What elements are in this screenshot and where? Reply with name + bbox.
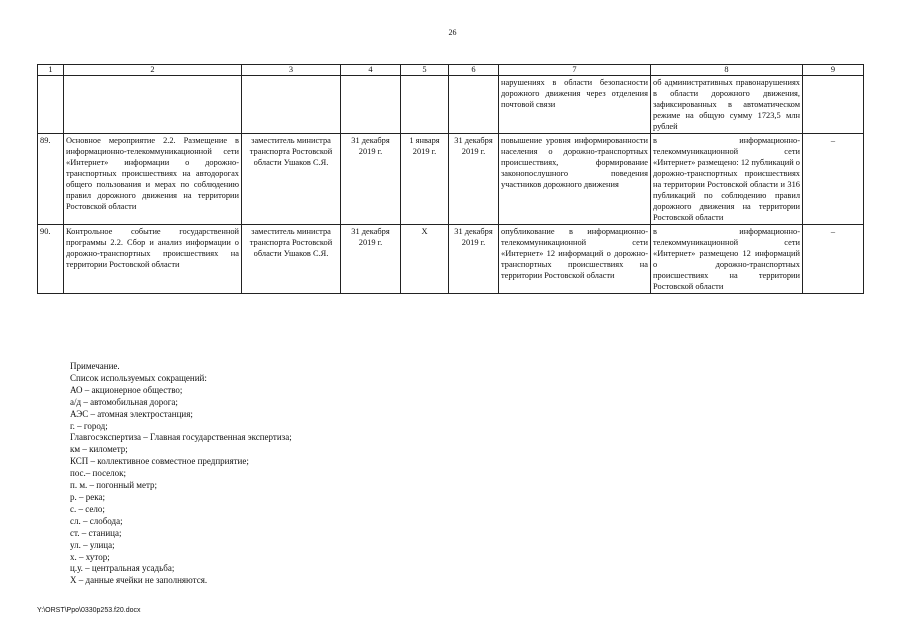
abbreviation-item: пос.– поселок; <box>70 468 127 479</box>
abbreviations-notes <box>70 361 292 587</box>
row-number: 89. <box>38 134 64 225</box>
start-date-cell: 31 декабря 2019 г. <box>341 225 401 294</box>
page-number: 26 <box>448 28 457 37</box>
deadline-cell: 31 декабря 2019 г. <box>449 225 499 294</box>
deadline-cell: 31 декабря 2019 г. <box>449 134 499 225</box>
abbreviation-item: ул. – улица; <box>70 539 115 550</box>
row-number <box>38 76 64 134</box>
note-cell: – <box>803 134 864 225</box>
notes-title: Примечание. <box>70 361 120 371</box>
abbreviation-item: ц.у. – центральная усадьба; <box>70 563 175 574</box>
actual-result-cell: в информационно-телекоммуникационной сети «Интернет» размещено 12 информаций о дорожно-транспортных происшествиях на территории Ростовской области <box>651 225 803 294</box>
abbreviation-item: сл. – слобода; <box>70 515 123 526</box>
deadline-cell <box>449 76 499 134</box>
column-header: 3 <box>242 65 341 76</box>
abbreviation-item: АЭС – атомная электростанция; <box>70 408 193 419</box>
responsible-cell: заместитель министра транспорта Ростовской области Ушаков С.Я. <box>242 134 341 225</box>
end-date-cell: X <box>401 225 449 294</box>
file-path-footer: Y:\ORST\Ppo\0330p253.f20.docx <box>37 607 141 614</box>
start-date-cell: 31 декабря 2019 г. <box>341 134 401 225</box>
abbreviation-item: КСП – коллективное совместное предприятие; <box>70 456 249 467</box>
expected-result-cell: опубликование в информационно-телекоммуникационной сети «Интернет» 12 информаций о дорожно-транспортных происшествиях на территории Ростовской области <box>499 225 651 294</box>
abbreviation-item: ст. – станица; <box>70 527 122 538</box>
table-row <box>38 76 864 134</box>
table-row <box>38 225 864 294</box>
event-cell <box>64 76 242 134</box>
abbreviation-item: с. – село; <box>70 503 105 514</box>
abbreviation-item: а/д – автомобильная дорога; <box>70 396 178 407</box>
abbreviation-item: п. м. – погонный метр; <box>70 480 158 491</box>
abbreviation-item: х. – хутор; <box>70 551 110 562</box>
column-header: 1 <box>38 65 64 76</box>
column-header: 4 <box>341 65 401 76</box>
event-cell: Контрольное событие государственной программы 2.2. Сбор и анализ информации о дорожно-транспортных происшествиях на территории Ростовской области <box>64 225 242 294</box>
abbreviation-item: X – данные ячейки не заполняются. <box>70 575 208 586</box>
abbreviation-item: р. – река; <box>70 491 105 502</box>
actual-result-cell: об административных правонарушениях в области дорожного движения, зафиксированных в автоматическом режиме на общую сумму 1723,5 млн рублей <box>651 76 803 134</box>
abbreviation-item: г. – город; <box>70 420 108 431</box>
note-cell: – <box>803 225 864 294</box>
column-header: 2 <box>64 65 242 76</box>
column-header: 6 <box>449 65 499 76</box>
row-number: 90. <box>38 225 64 294</box>
event-cell: Основное мероприятие 2.2. Размещение в информационно-телекоммуникационной сети «Интернет» информации о дорожно-транспортных происшествиях на автодорогах общего пользования и мерах по соблюдению правил дорожного движения на территории Ростовской области <box>64 134 242 225</box>
note-cell <box>803 76 864 134</box>
abbreviation-item: Главгосэкспертиза – Главная государственная экспертиза; <box>70 432 292 443</box>
expected-result-cell: повышение уровня информированности населения о дорожно-транспортных происшествиях, формирование законопослушного поведения участников дорожного движения <box>499 134 651 225</box>
responsible-cell <box>242 76 341 134</box>
column-header: 7 <box>499 65 651 76</box>
column-header: 9 <box>803 65 864 76</box>
column-header: 8 <box>651 65 803 76</box>
notes-subtitle: Список используемых сокращений: <box>70 372 207 383</box>
actual-result-cell: в информационно-телекоммуникационной сети «Интернет» размещено: 12 публикаций о дорожно-транспортных происшествиях на территории Ростовской области и 316 публикаций по соблюдению правил дорожного движения на территории Ростовской области <box>651 134 803 225</box>
abbreviation-item: км – километр; <box>70 444 128 455</box>
table-row <box>38 134 864 225</box>
expected-result-cell: нарушениях в области безопасности дорожного движения через отделения почтовой связи <box>499 76 651 134</box>
end-date-cell <box>401 76 449 134</box>
column-header: 5 <box>401 65 449 76</box>
end-date-cell: 1 января 2019 г. <box>401 134 449 225</box>
table-header-row <box>38 65 864 76</box>
report-table <box>37 64 864 294</box>
start-date-cell <box>341 76 401 134</box>
abbreviation-item: АО – акционерное общество; <box>70 384 183 395</box>
responsible-cell: заместитель министра транспорта Ростовской области Ушаков С.Я. <box>242 225 341 294</box>
